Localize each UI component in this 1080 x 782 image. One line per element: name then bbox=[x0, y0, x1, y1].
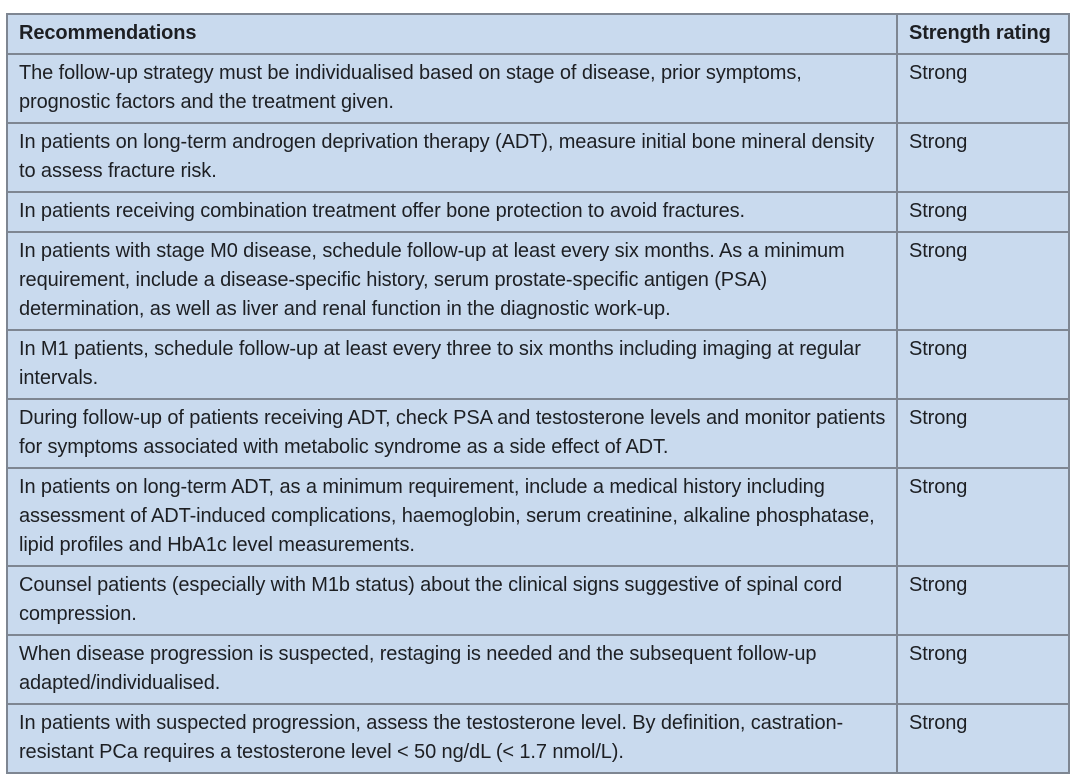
strength-cell: Strong bbox=[897, 330, 1069, 399]
table-body bbox=[7, 54, 1069, 773]
strength-cell: Strong bbox=[897, 54, 1069, 123]
strength-cell: Strong bbox=[897, 232, 1069, 330]
table-row bbox=[7, 232, 1069, 330]
recommendation-cell: In patients with stage M0 disease, schedule follow-up at least every six months. As a minimum requirement, include a disease-specific history, serum prostate-specific antigen (PSA) determination, as well as liver and renal function in the diagnostic work-up. bbox=[7, 232, 897, 330]
recommendation-cell: In M1 patients, schedule follow-up at least every three to six months including imaging at regular intervals. bbox=[7, 330, 897, 399]
strength-cell: Strong bbox=[897, 192, 1069, 232]
recommendations-table bbox=[6, 13, 1070, 774]
recommendation-cell: In patients on long-term androgen deprivation therapy (ADT), measure initial bone mineral density to assess fracture risk. bbox=[7, 123, 897, 192]
recommendation-cell: In patients with suspected progression, assess the testosterone level. By definition, castration-resistant PCa requires a testosterone level < 50 ng/dL (< 1.7 nmol/L). bbox=[7, 704, 897, 773]
recommendation-cell: In patients on long-term ADT, as a minimum requirement, include a medical history including assessment of ADT-induced complications, haemoglobin, serum creatinine, alkaline phosphatase, lipid profiles and HbA1c level measurements. bbox=[7, 468, 897, 566]
table-row bbox=[7, 566, 1069, 635]
table-row bbox=[7, 468, 1069, 566]
recommendation-cell: During follow-up of patients receiving ADT, check PSA and testosterone levels and monitor patients for symptoms associated with metabolic syndrome as a side effect of ADT. bbox=[7, 399, 897, 468]
table-row bbox=[7, 330, 1069, 399]
strength-cell: Strong bbox=[897, 566, 1069, 635]
strength-cell: Strong bbox=[897, 468, 1069, 566]
table-row bbox=[7, 123, 1069, 192]
recommendation-cell: The follow-up strategy must be individualised based on stage of disease, prior symptoms, prognostic factors and the treatment given. bbox=[7, 54, 897, 123]
table-row bbox=[7, 192, 1069, 232]
table-row bbox=[7, 635, 1069, 704]
table-row bbox=[7, 399, 1069, 468]
strength-cell: Strong bbox=[897, 704, 1069, 773]
recommendation-cell: Counsel patients (especially with M1b status) about the clinical signs suggestive of spinal cord compression. bbox=[7, 566, 897, 635]
header-row bbox=[7, 14, 1069, 54]
recommendation-cell: When disease progression is suspected, restaging is needed and the subsequent follow-up adapted/individualised. bbox=[7, 635, 897, 704]
table-row bbox=[7, 54, 1069, 123]
strength-cell: Strong bbox=[897, 399, 1069, 468]
recommendation-cell: In patients receiving combination treatment offer bone protection to avoid fractures. bbox=[7, 192, 897, 232]
column-header-recommendations: Recommendations bbox=[7, 14, 897, 54]
column-header-strength-rating: Strength rating bbox=[897, 14, 1069, 54]
table-row bbox=[7, 704, 1069, 773]
strength-cell: Strong bbox=[897, 635, 1069, 704]
strength-cell: Strong bbox=[897, 123, 1069, 192]
